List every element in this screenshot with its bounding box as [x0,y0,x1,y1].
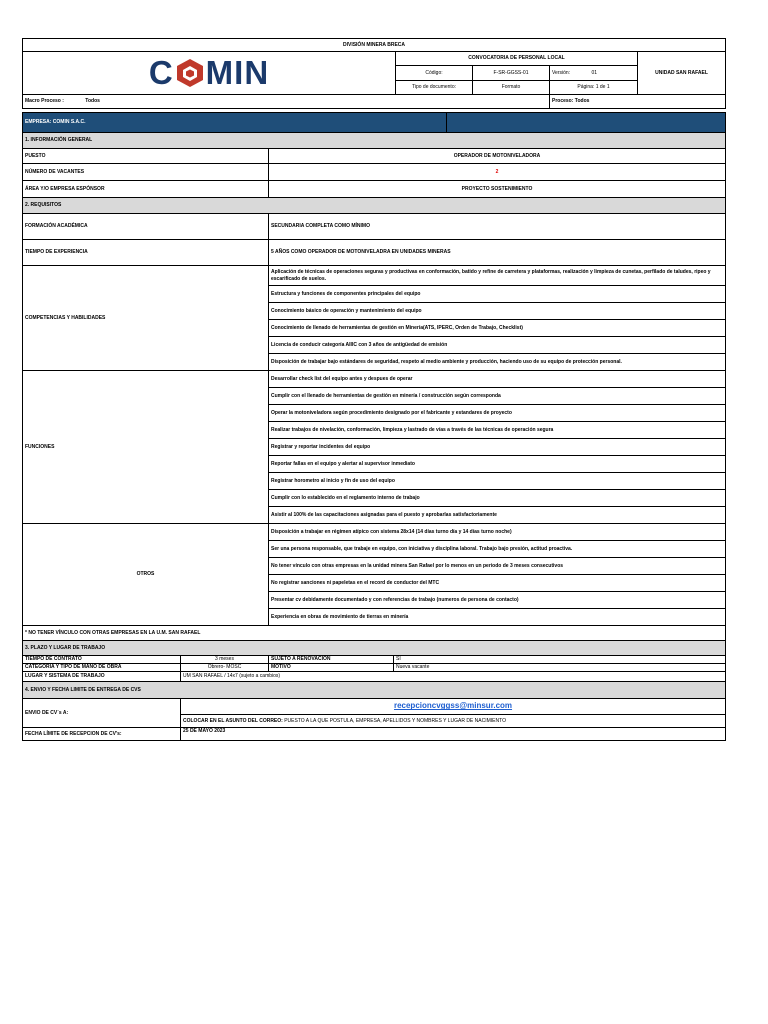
funcion-item: Asistir al 100% de las capacitaciones asignadas para el puesto y aprobarlas satisfactoriamente [269,507,726,524]
nota-vinculo: * NO TENER VÍNCULO CON OTRAS EMPRESAS EN LA U.M. SAN RAFAEL [23,626,726,641]
puesto-value: OPERADOR DE MOTONIVELADORA [269,149,726,164]
funcion-item: Registrar horometro al inicio y fin de uso del equipo [269,473,726,490]
competencias-label: COMPETENCIAS Y HABILIDADES [23,266,269,371]
otros-item: Ser una persona responsable, que trabaje en equipo, con iniciativa y disciplina laboral. Trabajo bajo presión, actitud proactiva. [269,541,726,558]
otros-item: No registrar sanciones ni papeletas en el record de conductor del MTC [269,575,726,592]
categoria-label: CATEGORÍA Y TIPO DE MANO DE OBRA [23,664,181,672]
comin-logo [25,52,393,94]
convocatoria-form [22,38,725,741]
vacantes-value: 2 [269,164,726,181]
codigo-value: F-SR-GGSS-01 [473,66,550,80]
funciones-label: FUNCIONES [23,371,269,524]
header-table [22,38,726,109]
email-link[interactable]: recepcioncvggss@minsur.com [181,699,726,715]
renovacion-label: SUJETO A RENOVACIÓN [269,656,394,664]
logo-letters-min: MIN [205,53,270,91]
codigo-label: Código: [396,66,473,80]
funcion-item: Cumplir con el llenado de herramientas de gestión en minería / construcción según corresponda [269,388,726,405]
tipo-doc-label: Tipo de documento: [396,80,473,94]
otros-item: Disposición a trabajar en régimen atípico con sistema 28x14 (14 días turno día y 14 días turno noche) [269,524,726,541]
funcion-item: Realizar trabajos de nivelación, conformación, limpieza y lastrado de vías a través de las técnicas de operación segura [269,422,726,439]
otros-item: No tener vínculo con otras empresas en la unidad minera San Rafael por lo menos en un periodo de 3 meses consecutivos [269,558,726,575]
otros-item: Experiencia en obras de movimiento de tierras en minería [269,609,726,626]
puesto-label: PUESTO [23,149,269,164]
experiencia-label: TIEMPO DE EXPERIENCIA [23,240,269,266]
funcion-item: Reportar fallas en el equipo y alertar al supervisor inmediato [269,456,726,473]
renovacion-value: SI [394,656,726,664]
motivo-value: Nueva vacante [394,664,726,672]
funcion-item: Desarrollar check list del equipo antes y despues de operar [269,371,726,388]
motivo-label: MOTIVO [269,664,394,672]
proceso-label: Proceso: Todos [550,95,726,109]
section-envio: 4. ENVIO Y FECHA LIMITE DE ENTREGA DE CVS [23,682,726,699]
macro-proceso-label: Macro Proceso : [25,98,64,105]
area-label: ÁREA Y/O EMPRESA ESPÓNSOR [23,181,269,198]
envio-label: ENVIO DE CV´s A: [23,699,181,728]
funcion-item: Registrar y reportar incidentes del equipo [269,439,726,456]
section-info-general: 1. INFORMACIÓN GENERAL [23,133,726,149]
tipo-doc-value: Formato [473,80,550,94]
asunto-label: COLOCAR EN EL ASUNTO DEL CORREO: [183,717,283,724]
lugar-label: LUGAR Y SISTEMA DE TRABAJO [23,672,181,682]
vacantes-label: NÚMERO DE VACANTES [23,164,269,181]
asunto-text: PUESTO A LA QUE POSTULA, EMPRESA, APELLIDOS Y NOMBRES Y LUGAR DE NACIMIENTO [282,717,506,724]
formacion-label: FORMACIÓN ACADÉMICA [23,214,269,240]
section-requisitos: 2. REQUISITOS [23,198,726,214]
version-value: 01 [591,69,598,76]
otros-item: Presentar cv debidamente documentado y con referencias de trabajo (numeros de persona de contacto) [269,592,726,609]
lugar-value: UM SAN RAFAEL / 14x7 (sujeto a cambios) [181,672,726,682]
fecha-limite-value: 25 DE MAYO 2023 [181,728,726,741]
doc-title: CONVOCATORIA DE PERSONAL LOCAL [396,52,638,66]
hexagon-logo-icon [175,58,205,88]
version-label: Versión: [552,69,571,76]
tiempo-contrato-value: 3 meses [181,656,269,664]
macro-proceso-value: Todos [85,98,100,105]
logo-letter-c: C [148,53,174,91]
experiencia-value: 5 AÑOS COMO OPERADOR DE MOTONIVELADRA EN UNIDADES MINERAS [269,240,726,266]
funcion-item: Operar la motoniveladora según procedimiento designado por el fabricante y estandares de proyecto [269,405,726,422]
competencia-item: Conocimiento básico de operación y mantenimiento del equipo [269,303,726,320]
categoria-value: Obrero- MOSC [181,664,269,672]
area-value: PROYECTO SOSTENIMIENTO [269,181,726,198]
macro-proceso-cell [23,95,550,109]
competencia-item: Estructura y funciones de componentes principales del equipo [269,286,726,303]
competencia-item: Aplicación de técnicas de operaciones seguras y productivas en conformación, batido y refine de carretera y plataformas, realización y limpieza de cunetas, perfilado de taludes, ripeo y escarificado de suelos. [269,266,726,286]
section-plazo: 3. PLAZO Y LUGAR DE TRABAJO [23,641,726,656]
competencia-item: Conocimiento de llenado de herramientas de gestión en Minería(ATS, IPERC, Orden de Trabajo, Checklist) [269,320,726,337]
pagina-label: Página: 1 de 1 [550,80,638,94]
version-cell [550,66,638,80]
competencia-item: Disposición de trabajar bajo estándares de seguridad, respeto al medio ambiente y producción, haciendo uso de su equipo de protección personal. [269,354,726,371]
empresa-header-blank [447,113,726,133]
fecha-limite-label: FECHA LÍMITE DE RECEPCION DE CV's: [23,728,181,741]
tiempo-contrato-label: TIEMPO DE CONTRATO [23,656,181,664]
competencia-item: Licencia de conducir categoría AIIIC con 3 años de antigüedad de emisión [269,337,726,354]
funcion-item: Cumplir con lo establecido en el reglamento interno de trabajo [269,490,726,507]
formacion-value: SECUNDARIA COMPLETA COMO MÍNIMO [269,214,726,240]
otros-label: OTROS [23,524,269,626]
logo-cell [23,52,396,95]
division-title: DIVISIÓN MINERA BRECA [23,39,726,52]
empresa-header: EMPRESA: COMIN S.A.C. [23,113,447,133]
body-table [22,112,726,741]
unidad-label: UNIDAD SAN RAFAEL [638,52,726,95]
asunto-cell [181,715,726,728]
